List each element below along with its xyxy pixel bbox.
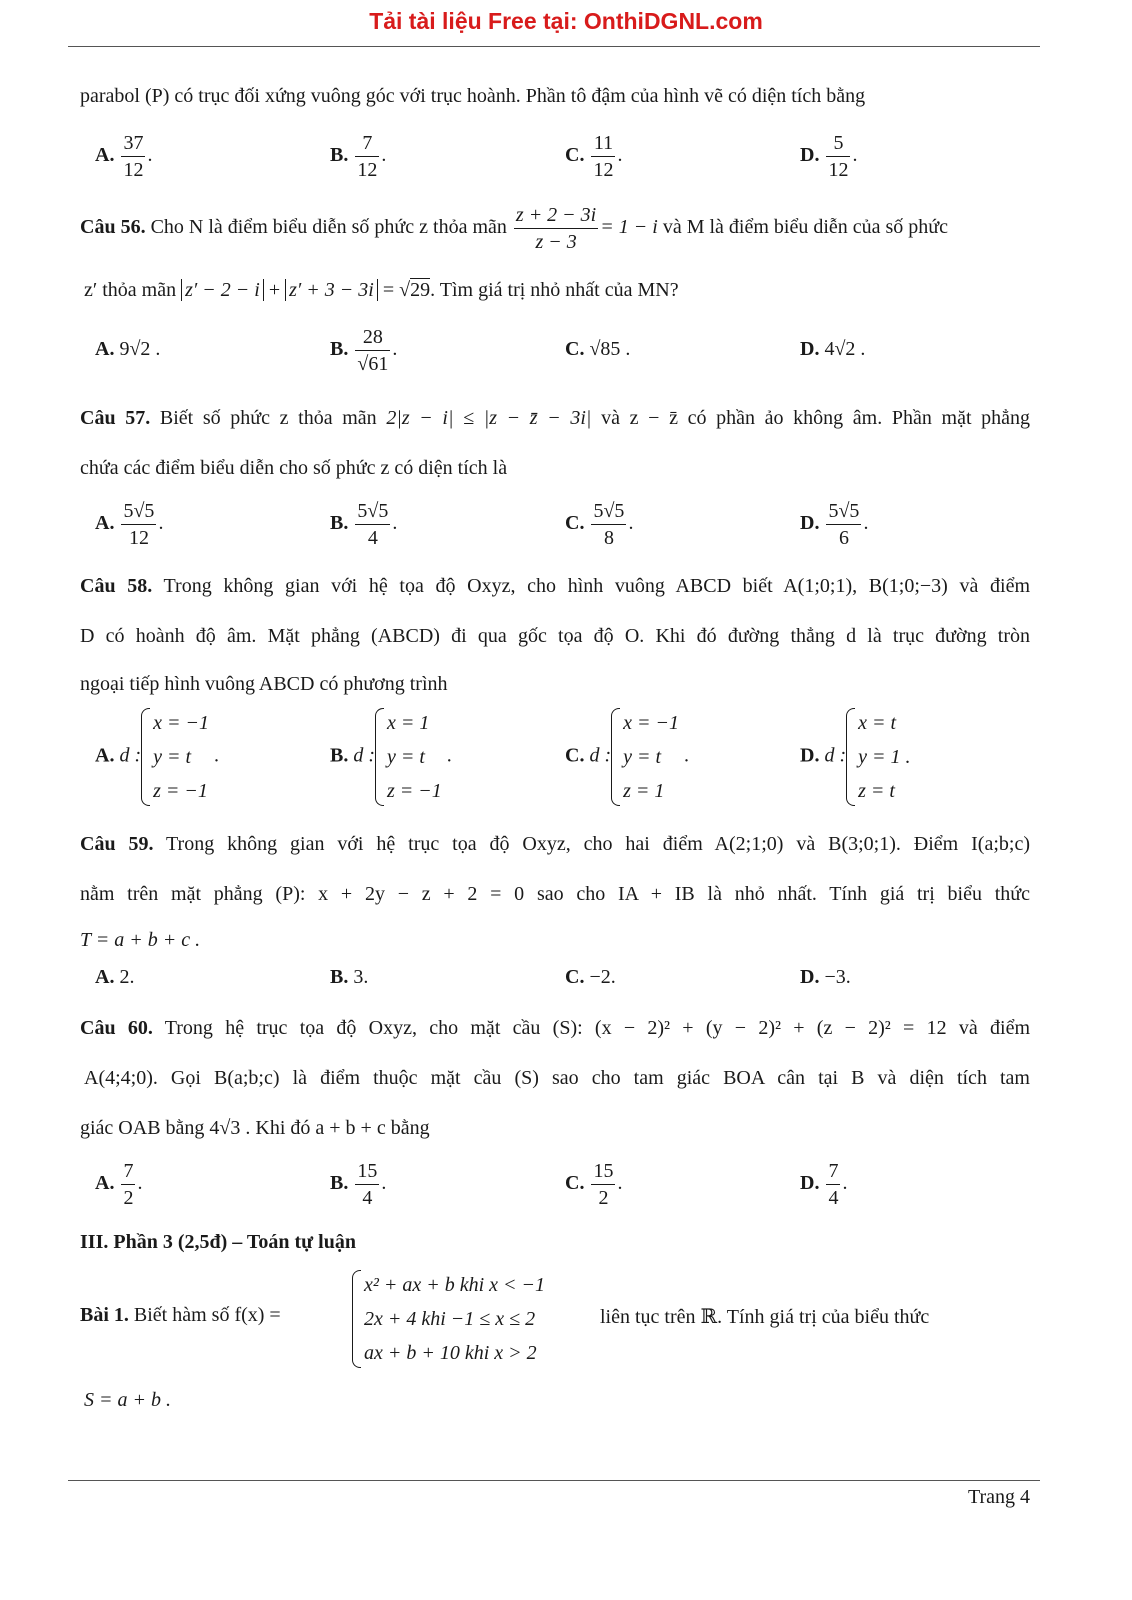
q55-option-b[interactable]: B. $\frac{7}{12}$ . — [330, 132, 387, 181]
q58-title: Câu 58. — [80, 575, 153, 597]
q57-title: Câu 57. — [80, 407, 151, 429]
q58-option-b[interactable]: B. d : x = 1 y = t z = −1 . — [330, 706, 452, 808]
q60-option-d[interactable]: D. $\frac{7}{4}$ . — [800, 1160, 848, 1209]
q57-option-a[interactable]: A. $\frac{5√5}{12}$ . — [95, 500, 164, 549]
q59-line3: T = a + b + c . — [80, 929, 201, 951]
q60-option-b[interactable]: B. $\frac{15}{4}$ . — [330, 1160, 387, 1209]
q58-options — [95, 706, 1045, 810]
q58-line2: D có hoành độ âm. Mặt phẳng (ABCD) đi qua gốc tọa độ O. Khi đó đường thẳng d là trục đường tròn — [80, 625, 1030, 647]
q56-option-d[interactable]: D. 4√2 . — [800, 338, 866, 360]
q55-option-c[interactable]: C. $\frac{11}{12}$ . — [565, 132, 623, 181]
q56-option-a[interactable]: A. 9√2 . — [95, 338, 161, 360]
q59-line2: nằm trên mặt phẳng (P): x + 2y − z + 2 = 0 sao cho IA + IB là nhỏ nhất. Tính giá trị biểu thức — [80, 883, 1030, 905]
q60-title: Câu 60. — [80, 1017, 153, 1039]
q59-option-d[interactable]: D. −3. — [800, 966, 851, 988]
q57-option-c[interactable]: C. $\frac{5√5}{8}$ . — [565, 500, 634, 549]
q58-option-c[interactable]: C. d : x = −1 y = t z = 1 . — [565, 706, 689, 808]
q59-line1: Câu 59. Trong không gian với hệ trục tọa độ Oxyz, cho hai điểm A(2;1;0) và B(3;0;1). Điểm I(a;b;c) — [80, 833, 1030, 855]
q56-title: Câu 56. — [80, 216, 146, 239]
q58-line3: ngoại tiếp hình vuông ABCD có phương trình — [80, 673, 448, 695]
bai1-title: Bài 1. — [80, 1304, 129, 1326]
q57-option-d[interactable]: D. $\frac{5√5}{6}$ . — [800, 500, 869, 549]
q60-option-c[interactable]: C. $\frac{15}{2}$ . — [565, 1160, 623, 1209]
q59-title: Câu 59. — [80, 833, 154, 855]
header-rule — [68, 46, 1040, 47]
q56-line2: z′ thỏa mãn z′ − 2 − i + z′ + 3 − 3i = √29. Tìm giá trị nhỏ nhất của MN? — [84, 279, 679, 301]
q58-line1: Câu 58. Trong không gian với hệ tọa độ Oxyz, cho hình vuông ABCD biết A(1;0;1), B(1;0;−3) và điểm — [80, 575, 1030, 597]
bai1-piecewise: x² + ax + b khi x < −1 2x + 4 khi −1 ≤ x ≤ 2 ax + b + 10 khi x > 2 — [352, 1268, 545, 1370]
q55-option-d[interactable]: D. $\frac{5}{12}$ . — [800, 132, 858, 181]
q59-options — [95, 966, 1045, 994]
q60-option-a[interactable]: A. $\frac{7}{2}$ . — [95, 1160, 143, 1209]
footer-rule — [68, 1480, 1040, 1481]
q55-option-a[interactable]: A. $\frac{37}{12}$ . — [95, 132, 153, 181]
q59-option-a[interactable]: A. 2. — [95, 966, 135, 988]
q58-option-a[interactable]: A. d : x = −1 y = t z = −1 . — [95, 706, 219, 808]
q56-fraction: $\frac{z + 2 - 3i}{z - 3}$ — [515, 204, 597, 253]
q60-line1: Câu 60. Trong hệ trục tọa độ Oxyz, cho mặt cầu (S): (x − 2)² + (y − 2)² + (z − 2)² = 12 và điểm — [80, 1017, 1030, 1039]
site-header-link[interactable]: Tải tài liệu Free tại: OnthiDGNL.com — [369, 8, 763, 34]
part3-heading: III. Phần 3 (2,5đ) – Toán tự luận — [80, 1231, 356, 1253]
bai1-line2: S = a + b . — [84, 1389, 171, 1411]
q56-line1: Câu 56. Cho N là điểm biểu diễn số phức z thỏa mãn $\frac{z + 2 - 3i}{z - 3}$ = 1 − i và M là điểm biểu diễn của số phức — [80, 204, 949, 253]
q57-line2: chứa các điểm biểu diễn cho số phức z có diện tích là — [80, 457, 508, 479]
q56-option-c[interactable]: C. √85 . — [565, 338, 631, 360]
bai1-block: Bài 1. Biết hàm số f(x) = x² + ax + b khi x < −1 2x + 4 khi −1 ≤ x ≤ 2 ax + b + 10 khi x > 2 liên tục trên ℝ. Tính giá trị của biểu thức — [80, 1268, 1030, 1368]
q58-option-d[interactable]: D. d : x = t y = 1 . z = t — [800, 706, 911, 808]
q57-option-b[interactable]: B. $\frac{5√5}{4}$ . — [330, 500, 398, 549]
q56-option-b[interactable]: B. $\frac{28}{√61}$ . — [330, 326, 398, 375]
q55-text: parabol (P) có trục đối xứng vuông góc với trục hoành. Phần tô đậm của hình vẽ có diện tích bằng — [80, 85, 866, 107]
q57-line1: Câu 57. Biết số phức z thỏa mãn 2|z − i| ≤ |z − z̄ − 3i| và z − z̄ có phần ảo không âm. Phần mặt phẳng — [80, 407, 1031, 429]
q56-options — [95, 324, 1045, 384]
q59-option-b[interactable]: B. 3. — [330, 966, 369, 988]
page-number: Trang 4 — [967, 1486, 1030, 1508]
q60-line3: giác OAB bằng 4√3 . Khi đó a + b + c bằng — [80, 1117, 430, 1139]
q59-option-c[interactable]: C. −2. — [565, 966, 616, 988]
q60-line2: A(4;4;0). Gọi B(a;b;c) là điểm thuộc mặt cầu (S) sao cho tam giác BOA cân tại B và diện tích tam — [84, 1067, 1030, 1089]
